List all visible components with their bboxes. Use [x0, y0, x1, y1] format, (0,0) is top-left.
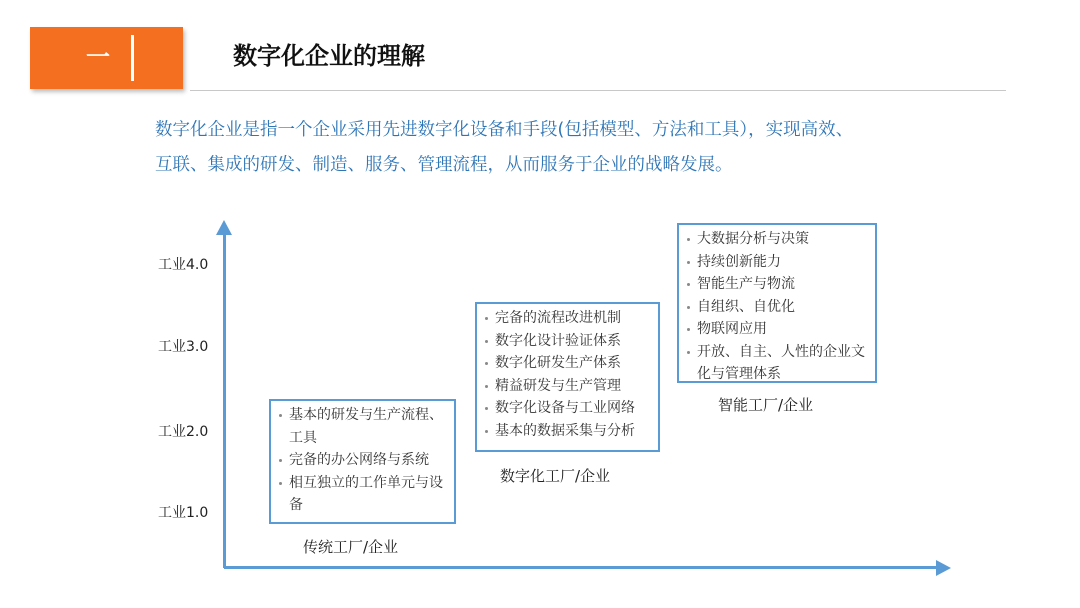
- stage-item: 智能生产与物流: [687, 273, 869, 296]
- level-label-3: 工业3.0: [158, 339, 209, 355]
- page-title: 数字化企业的理解: [233, 42, 425, 70]
- stage-item: 完备的流程改进机制: [485, 307, 652, 330]
- stage-item: 精益研发与生产管理: [485, 375, 652, 398]
- level-label-2: 工业2.0: [158, 424, 209, 440]
- stage-item: 数字化设备与工业网络: [485, 397, 652, 420]
- stage-item: 完备的办公网络与系统: [279, 449, 448, 472]
- stage-label-smart: 智能工厂/企业: [718, 396, 814, 414]
- title-underline: [190, 90, 1006, 91]
- x-axis-arrow-icon: [936, 560, 951, 576]
- section-badge: [30, 27, 183, 89]
- stage-item: 相互独立的工作单元与设备: [279, 472, 448, 517]
- level-label-1: 工业1.0: [158, 505, 209, 521]
- stage-item: 自组织、自优化: [687, 296, 869, 319]
- badge-divider: [131, 35, 134, 81]
- stage-item: 基本的数据采集与分析: [485, 420, 652, 443]
- stage-label-digital: 数字化工厂/企业: [500, 467, 611, 485]
- y-axis: [223, 232, 226, 568]
- x-axis: [224, 566, 940, 569]
- stage-label-traditional: 传统工厂/企业: [303, 538, 399, 556]
- stage-box-traditional: [269, 399, 456, 524]
- stage-box-digital: [475, 302, 660, 452]
- stage-item: 大数据分析与决策: [687, 228, 869, 251]
- intro-paragraph: [155, 113, 1015, 183]
- section-number: 一: [86, 43, 110, 71]
- stage-item: 数字化设计验证体系: [485, 330, 652, 353]
- stage-item: 持续创新能力: [687, 251, 869, 274]
- stage-item: 开放、自主、人性的企业文化与管理体系: [687, 341, 869, 386]
- intro-line-1: 数字化企业是指一个企业采用先进数字化设备和手段(包括模型、方法和工具），实现高效、: [155, 120, 854, 140]
- stage-item: 物联网应用: [687, 318, 869, 341]
- stage-item: 数字化研发生产体系: [485, 352, 652, 375]
- stage-item: 基本的研发与生产流程、工具: [279, 404, 448, 449]
- level-label-4: 工业4.0: [158, 257, 209, 273]
- y-axis-arrow-icon: [216, 220, 232, 235]
- stage-box-smart: [677, 223, 877, 383]
- intro-line-2: 互联、集成的研发、制造、服务、管理流程，从而服务于企业的战略发展。: [155, 155, 733, 175]
